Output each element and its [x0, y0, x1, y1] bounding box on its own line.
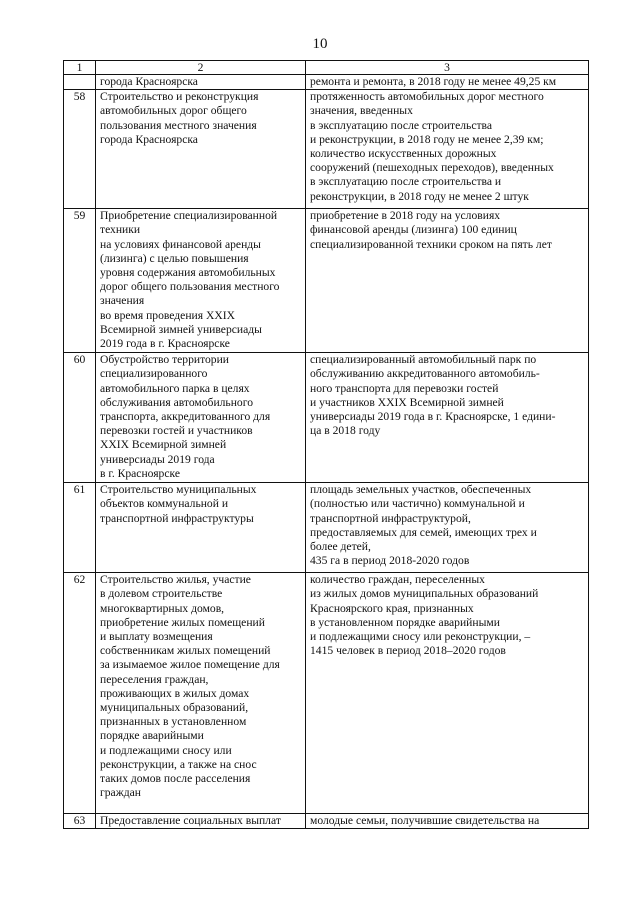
page-number: 10: [312, 36, 328, 52]
column-header-description: 2: [96, 61, 306, 75]
row-number: 63: [64, 814, 96, 829]
row-description: Обустройство территории специализированного автомобильного парка в целях обслуживания автомобильного транспорта, аккредитованного для перевозки гостей и участников XXIX Всемирной зимней универсиады 2019 года в г. Красноярске: [96, 353, 306, 483]
table-row-continuation: [64, 75, 589, 90]
row-result: приобретение в 2018 году на условиях финансовой аренды (лизинга) 100 единиц специализированной техники сроком на пять лет: [306, 209, 589, 353]
row-number: 59: [64, 209, 96, 353]
row-result: молодые семьи, получившие свидетельства на: [306, 814, 589, 829]
row-description: Строительство муниципальных объектов коммунальной и транспортной инфраструктуры: [96, 483, 306, 573]
document-table: [63, 60, 589, 829]
table-row: [64, 90, 589, 209]
table-row: [64, 483, 589, 573]
row-description: Строительство жилья, участие в долевом строительстве многоквартирных домов, приобретение жилых помещений и выплату возмещения собственникам жилых помещений за изымаемое жилое помещение для переселения граждан, проживающих в жилых домах муниципальных образований, признанных в установленном порядке аварийными и подлежащими сносу или реконструкции, а также на снос таких домов после расселения граждан: [96, 573, 306, 814]
table-header-row: [64, 61, 589, 75]
column-header-number: 1: [64, 61, 96, 75]
row-result: ремонта и ремонта, в 2018 году не менее 49,25 км: [306, 75, 589, 90]
row-result: количество граждан, переселенных из жилых домов муниципальных образований Красноярского края, признанных в установленном порядке аварийными и подлежащими сносу или реконструкции, – 1415 человек в период 2018–2020 годов: [306, 573, 589, 814]
row-description: Приобретение специализированной техники на условиях финансовой аренды (лизинга) с целью повышения уровня содержания автомобильных дорог общего пользования местного значения во время проведения XXIX Всемирной зимней универсиады 2019 года в г. Красноярске: [96, 209, 306, 353]
table-row: [64, 209, 589, 353]
row-result: площадь земельных участков, обеспеченных (полностью или частично) коммунальной и транспортной инфраструктурой, предоставляемых для семей, имеющих трех и более детей, 435 га в период 2018-2020 годов: [306, 483, 589, 573]
row-result: специализированный автомобильный парк по обслуживанию аккредитованного автомобиль- ного транспорта для перевозки гостей и участников XXIX Всемирной зимней универсиады 2019 года в г. Красноярске, 1 едини- ца в 2018 году: [306, 353, 589, 483]
column-header-result: 3: [306, 61, 589, 75]
table-row: [64, 573, 589, 814]
table-row: [64, 353, 589, 483]
row-description: Предоставление социальных выплат: [96, 814, 306, 829]
row-description: Строительство и реконструкция автомобильных дорог общего пользования местного значения города Красноярска: [96, 90, 306, 209]
row-number: 61: [64, 483, 96, 573]
row-number: [64, 75, 96, 90]
row-number: 60: [64, 353, 96, 483]
row-number: 62: [64, 573, 96, 814]
row-description: города Красноярска: [96, 75, 306, 90]
row-result: протяженность автомобильных дорог местного значения, введенных в эксплуатацию после строительства и реконструкции, в 2018 году не менее 2,39 км; количество искусственных дорожных сооружений (пешеходных переходов), введенных в эксплуатацию после строительства и реконструкции, в 2018 году не менее 2 штук: [306, 90, 589, 209]
table-row: [64, 814, 589, 829]
row-number: 58: [64, 90, 96, 209]
